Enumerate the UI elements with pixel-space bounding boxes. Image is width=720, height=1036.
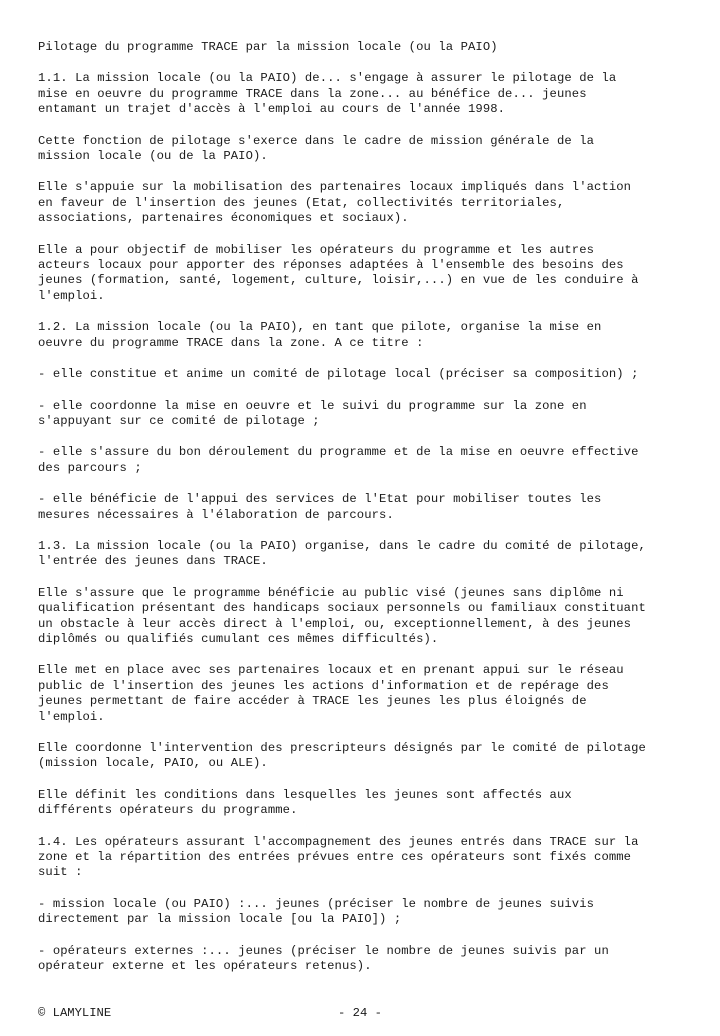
list-item: - mission locale (ou PAIO) :... jeunes (préciser le nombre de jeunes suivis directement par la mission locale [ou la PAIO]) ; [38, 896, 595, 927]
paragraph: 1.2. La mission locale (ou la PAIO), en tant que pilote, organise la mise en oeuvre du programme TRACE dans la zone. A ce titre : [38, 320, 602, 350]
paragraph: Elle s'appuie sur la mobilisation des partenaires locaux impliqués dans l'action en faveur de l'insertion des jeunes (Etat, collectivités territoriales, associations, partenaires économiques et sociaux). [38, 180, 632, 226]
paragraph: Elle a pour objectif de mobiliser les opérateurs du programme et les autres acteurs locaux pour apporter des réponses adaptées à l'ensemble des besoins des jeunes (formation, santé, logement, culture, loisir,...) en vue de les conduire à l'emploi. [38, 242, 639, 303]
page-number: - 24 - [338, 1006, 382, 1020]
list-item: - elle constitue et anime un comité de pilotage local (préciser sa composition) ; [38, 367, 639, 382]
paragraph: Elle définit les conditions dans lesquelles les jeunes sont affectés aux différents opérateurs du programme. [38, 787, 572, 818]
document-heading: Pilotage du programme TRACE par la mission locale (ou la PAIO) [38, 40, 498, 54]
list-item: - elle s'assure du bon déroulement du programme et de la mise en oeuvre effective des parcours ; [38, 445, 639, 475]
paragraph: Cette fonction de pilotage s'exerce dans le cadre de mission générale de la mission locale (ou de la PAIO). [38, 133, 595, 164]
paragraph: Elle s'assure que le programme bénéficie au public visé (jeunes sans diplôme ni qualification présentant des handicaps sociaux personnels ou familiaux constituant un obstacle à leur accès direct à l'emploi, ou, exceptionnellement, à des jeunes diplômés ou qualifiés cumulant ces mêmes difficultés). [38, 585, 646, 646]
list-item: - opérateurs externes :... jeunes (préciser le nombre de jeunes suivis par un opérateur externe et les opérateurs retenus). [38, 943, 609, 974]
list-item: - elle coordonne la mise en oeuvre et le suivi du programme sur la zone en s'appuyant sur ce comité de pilotage ; [38, 398, 587, 428]
paragraph: 1.4. Les opérateurs assurant l'accompagnement des jeunes entrés dans TRACE sur la zone et la répartition des entrées prévues entre ces opérateurs sont fixés comme suit : [38, 834, 639, 880]
paragraph: 1.1. La mission locale (ou la PAIO) de... s'engage à assurer le pilotage de la mise en oeuvre du programme TRACE dans la zone... au bénéfice de... jeunes entamant un trajet d'accès à l'emploi au cours de l'année 1998. [38, 71, 617, 117]
paragraph: Elle met en place avec ses partenaires locaux et en prenant appui sur le réseau public de l'insertion des jeunes les actions d'information et de repérage des jeunes permettant de faire accéder à TRACE les jeunes les plus éloignés de l'emploi. [38, 663, 624, 724]
copyright-notice: © LAMYLINE [38, 1006, 112, 1020]
paragraph: 1.3. La mission locale (ou la PAIO) organise, dans le cadre du comité de pilotage, l'entrée des jeunes dans TRACE. [38, 538, 646, 569]
list-item: - elle bénéficie de l'appui des services de l'Etat pour mobiliser toutes les mesures nécessaires à l'élaboration de parcours. [38, 492, 602, 522]
document-page [38, 40, 688, 990]
paragraph: Elle coordonne l'intervention des prescripteurs désignés par le comité de pilotage (mission locale, PAIO, ou ALE). [38, 741, 646, 771]
